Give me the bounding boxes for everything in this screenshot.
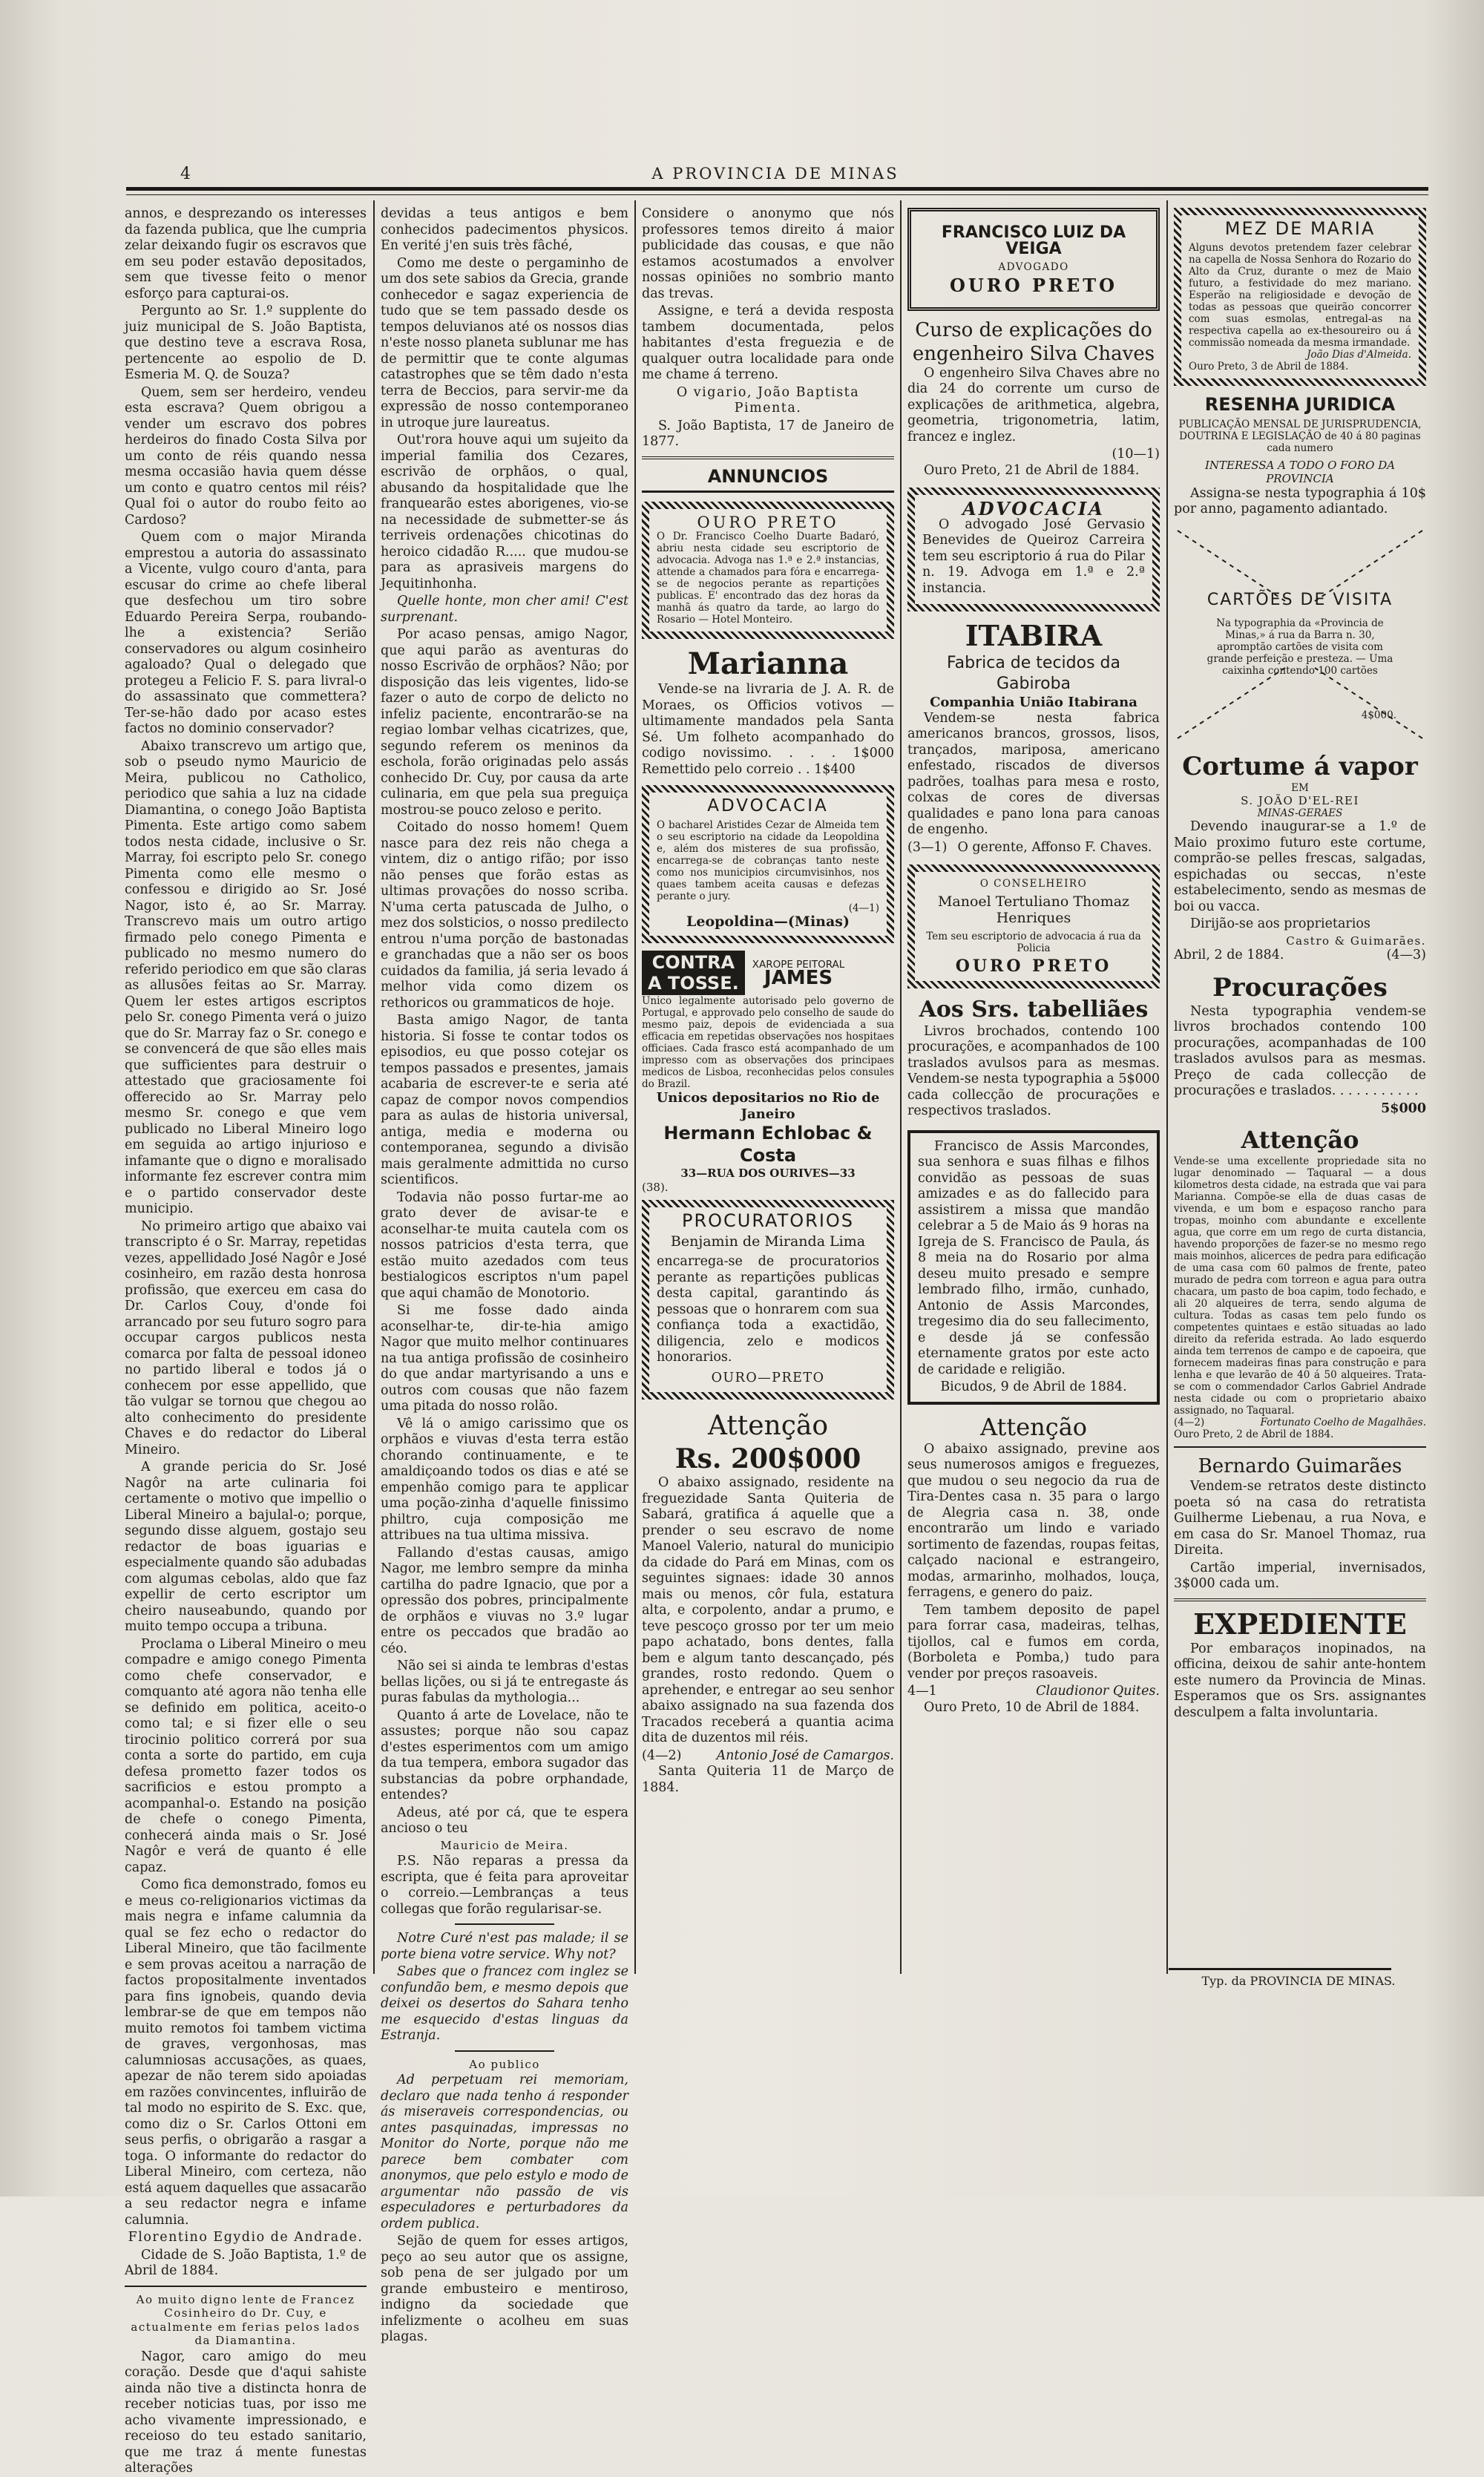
ad-depositarios: Unicos depositarios no Rio de Janeiro	[656, 1090, 880, 1122]
article-paragraph: Quem, sem ser herdeiro, vendeu esta escrava? Quem obrigou a vender um escravo dos pobres herdeiros do finado Costa Silva por um conto de réis quando nessa mesma occasião havia quem désse um conto e quatro centos mil réis? Qual foi o autor do roubo feito ao Cardoso?	[125, 384, 367, 528]
contra-tosse-block	[642, 951, 745, 995]
ad-text: Devendo inaugurar-se a 1.º de Maio proximo futuro este cortume, comprão-se pelles frescas, salgadas, espichadas ou seccas, n'este estabelecimento, sendo as mesmas de boi ou vacca.	[1174, 819, 1426, 914]
ad-francisco-luiz-da-veiga	[907, 208, 1160, 311]
ad-number: (4—1)	[848, 902, 879, 914]
ad-ouro-preto-badaro	[642, 502, 894, 640]
ad-text: Tem tambem deposito de papel para forrar casa, madeiras, telhas, tijollos, cal e fumos em corda, (Borboleta e Pomba,) tudo para vender por preços rasoaveis.	[907, 1602, 1160, 1682]
column-5	[1174, 206, 1426, 1972]
ad-place: S. JOÃO D'EL-REI	[1241, 793, 1359, 807]
ad-text: O Dr. Francisco Coelho Duarte Badaró, abriu nesta cidade seu escriptorio de advocacia. Advoga nas 1.ª e 2.ª instancias, attende a chamados para fóra e encarrega-se de negocios perante as repartições publicas. E' encontrado das dez horas da manhã ás quatro da tarde, ao largo do Rosario — Hotel Monteiro.	[657, 531, 879, 626]
article-paragraph: Sabes que o francez com inglez se confundão bem, e mesmo depois que deixei os desertos do Sahara tenho me esquecido d'estas linguas da Estranja.	[381, 1964, 628, 2043]
ad-place: OURO—PRETO	[711, 1370, 825, 1385]
dateline: Santa Quiteria 11 de Março de 1884.	[642, 1764, 894, 1795]
ad-footer	[1174, 948, 1426, 964]
dateline: S. João Baptista, 17 de Janeiro de 1877.	[642, 418, 894, 449]
divider	[1174, 1598, 1426, 1601]
ad-title-procuracoes: Procurações	[1212, 972, 1388, 1003]
ad-text: Na typographia da «Provincia de Minas,» á rua da Barra n. 30, apromptão cartões de visita com grande perfeição e presteza. — Uma caixinha contendo 100 cartões	[1206, 617, 1393, 677]
ad-text: Francisco de Assis Marcondes, sua senhora e suas filhas e filhos convidão as pessoas de suas amizades e as do fallecido para assistirem a missa que mandão celebrar a 5 de Maio ás 9 horas na Igreja de S. Francisco de Paula, ás 8 meia na do Rosario por alma deseu muito presado e sempre lembrado filho, irmão, cunhado, Antonio de Assis Marcondes, tregesimo dia do seu fallecimento, e desde já se confessão eternamente gratos por este acto de caridade e religião.	[918, 1138, 1149, 1377]
ad-text: Vende-se na livraria de J. A. R. de Moraes, os Officios votivos — ultimamente mandados pela Santa Sé. Um folheto acompanhado do codigo novissimo. . . . 1$000 Remettido pelo correio . . 1$400	[642, 682, 894, 777]
ad-subtitle: EM	[1291, 781, 1309, 794]
ad-footer	[642, 1748, 894, 1765]
dateline: Ouro Preto, 21 de Abril de 1884.	[924, 462, 1140, 478]
article-paragraph: P.S. Não reparas a pressa da escripta, que é feita para aproveitar o correio.—Lembranças a teus collegas que forão regularisar-se.	[381, 1854, 628, 1917]
ad-title-attencao: Attenção	[979, 1412, 1088, 1441]
ad-title-cortume: Cortume á vapor	[1182, 751, 1418, 781]
ad-text: Dirijão-se aos proprietarios	[1190, 916, 1370, 931]
ad-title-resenha: RESENHA JURIDICA	[1204, 393, 1396, 415]
ad-footer	[907, 840, 1160, 856]
ad-note: INTERESSA A TODO O FORO DA PROVINCIA	[1204, 458, 1396, 485]
ad-text: Vendem-se retratos deste distincto poeta só na casa do retratista Guilherme Liebenau, a rua Nova, e em casa do Sr. Manoel Thomaz, rua Direita.	[1174, 1479, 1426, 1558]
ad-advocacia-gervasio	[907, 488, 1160, 611]
ad-title: OURO PRETO	[697, 513, 839, 531]
article-heading: Ao publico	[469, 2057, 540, 2071]
ad-number: (4—3)	[1386, 948, 1426, 962]
column-4	[907, 206, 1160, 1972]
ad-signature: Fortunato Coelho de Magalhães.	[1260, 1417, 1426, 1428]
tosse-label: A TOSSE.	[648, 973, 739, 994]
column-separator	[373, 200, 375, 1974]
signature: O vigario, João Baptista Pimenta.	[676, 384, 860, 416]
signature: Mauricio de Meira.	[440, 1838, 569, 1852]
article-paragraph: Considere o anonymo que nós professores temos direito á maior publicidade das cousas, e que não estamos acostumados a envolver nossas opiniões no sombrio manto das trevas.	[642, 206, 894, 301]
ad-title: CARTÕES DE VISITA	[1206, 590, 1393, 609]
article-paragraph: Out'rora houve aqui um sujeito da imperial familia dos Cezares, escrivão de orphãos, o qual, abusando da hospitalidade que lhe franquearão estes aborigenes, vio-se na necessidade de submetter-se ás terriveis ordenações chicotinas do heroico cidadão R..... que mudou-se para as aprasiveis margens do Jequitinhonha.	[381, 433, 628, 591]
ad-place: Leopoldina—(Minas)	[686, 913, 850, 930]
ad-title: MEZ DE MARIA	[1224, 218, 1376, 239]
ad-footer	[1174, 1417, 1426, 1428]
column-separator	[1166, 200, 1168, 1974]
ad-reward: Rs. 200$000	[674, 1443, 861, 1474]
ad-signature: Claudionor Quites.	[1036, 1684, 1160, 1699]
ad-title-tabelliaes: Aos Srs. tabelliães	[919, 996, 1149, 1023]
article-paragraph: Pergunto ao Sr. 1.º supplente do juiz municipal de S. João Baptista, que destino teve a escrava Rosa, pertencente ao espolio de D. Esmeria M. Q. de Souza?	[125, 304, 367, 382]
column-separator	[634, 200, 636, 1974]
ad-title-attencao: Attenção	[707, 1411, 829, 1441]
header-rule	[126, 187, 1428, 191]
ad-text: O abaixo assignado, residente na freguezidade Santa Quiteria de Sabará, gratifica á aquelle que a prender o seu escravo de nome Manoel Valerio, natural do municipio da cidade do Pará em Minas, com os seguintes signaes: idade 30 annos mais ou menos, côr fula, estatura alta, e corpolento, andar a prumo, e teve pescoço grosso por ter um meio papo achatado, bons dentes, falla bem e algum tanto descançado, pés grandes, rosto redondo. Quem o aprehender, e entregar ao seu senhor abaixo assignado na sua fazenda dos Tracados receberá a quantia acima dita de duzentos mil réis.	[642, 1475, 894, 1745]
divider	[455, 1923, 554, 1925]
ad-text: Vende-se uma excellente propriedade sita no lugar denominado — Taquaral — a dous kilometros desta cidade, na estrada que vai para Marianna. Compõe-se ella de duas casas de vivenda, e um bom e espaçoso rancho para tropas, moinho com abundante e excellente agua, que corre em um rego de curta distancia, havendo proporções de fazer-se no mesmo rego mais moinhos, alicerces de pedra para edificação de uma casa com 60 palmos de frente, pateo murado de pedra com torreon e agua para outra chacara, um pasto de boa capim, todo fechado, e ali 20 alqueires de terra, sendo alguma de cultura. Todas as casas tem pelo fundo os competentes quintaes e estão situadas ao lado direito da referida estrada. Ao lado esquerdo ainda tem terrenos de campo e de capoeira, que fornecem madeiras finas para construção e para lenha e que levarão de 40 á 50 alqueires. Trata-se com o commendador Carlos Gabriel Andrade nesta cidade ou com o proprietario abaixo assignado, no Taquaral.	[1174, 1155, 1426, 1417]
expediente-text: Por embaraços inopinados, na officina, deixou de sahir ante-hontem este numero da Provincia de Minas. Esperamos que os Srs. assignantes desculpem a falta involuntaria.	[1174, 1641, 1426, 1720]
ad-title-bernardo: Bernardo Guimarães	[1198, 1455, 1402, 1477]
divider	[642, 456, 894, 459]
ad-text: Unico legalmente autorisado pelo governo de Portugal, e approvado pelo conselho de saude do mesmo paiz, depois de evidenciada a sua efficacia em repetidas observações nos hospitaes officiaes. Cada frasco está acompanhado de um impresso com as observações dos principaes medicos de Lisboa, reconhecidas pelos consules do Brazil.	[642, 995, 894, 1090]
ad-text: Alguns devotos pretendem fazer celebrar na capella de Nossa Senhora do Rozario do Alto da Cruz, durante o mez de Maio futuro, a festividade do mez mariano. Esperão na religiosidade e devoção de todas as pessoas que queirão concorrer com suas esmolas, entregal-as na respectiva capella ao ex-thesoureiro ou á commissão nomeada da mesma irmandade.	[1189, 241, 1411, 349]
ad-contra-tosse-header	[642, 951, 894, 995]
article-paragraph: Ad perpetuam rei memoriam, declaro que nada tenho á responder ás miseraveis correspondencias, ou antes pasquinadas, impressas no Monitor do Norte, porque não me parece bem combater com anonymos, que pelo estylo e modo de argumentar não passão de vis especuladores e perturbadores da ordem publica.	[381, 2073, 628, 2231]
dateline: Bicudos, 9 de Abril de 1884.	[940, 1379, 1127, 1394]
ad-cartoes-de-visita	[1174, 527, 1426, 742]
ad-number: (10—1)	[1112, 447, 1160, 462]
ad-title: ADVOCACIA	[707, 796, 829, 816]
ad-title-marianna: Marianna	[687, 646, 849, 681]
article-paragraph: Proclama o Liberal Mineiro o meu compadre e amigo conego Pimenta como chefe conservador, e comquanto até agora não tenha elle se definido em politica, aceito-o como tal; e si fizer elle o seu tirocinio politico correrá por sua conta a sorte do partido, em cuja defesa prometto fazer todos os sacrificios e estou prompto a acompanhal-o. Estando na posição de chefe o conego Pimenta, conhecerá ainda mais o Sr. José Nagôr e verá de quanto é elle capaz.	[125, 1636, 367, 1875]
article-paragraph: Assigne, e terá a devida resposta tambem documentada, pelos habitantes d'esta freguezia e de qualquer outra localidade para onde me chame á terreno.	[642, 304, 894, 382]
ad-title-curso: Curso de explicações do engenheiro Silva Chaves	[912, 318, 1155, 365]
typography-credit: Typ. da PROVINCIA DE MINAS.	[1201, 1974, 1396, 1988]
header-rule-thin	[126, 194, 1428, 195]
article-paragraph: Sejão de quem for esses artigos, peço ao seu autor que os assigne, sob pena de ser julgado por um grande embusteiro e mentiroso, indigno da sociedade que infelizmente o acolheu em suas plagas.	[381, 2234, 628, 2344]
article-paragraph: Quem com o major Miranda emprestou a autoria do assassinato a Vicente, vulgo couro d'anta, para escusar do crime ao chefe liberal que desfechou um tiro sobre Eduardo Pereira Serpa, roubando-lhe a existencia? Serião conservadores ou algum cosinheiro agaloado? Qual o delegado que protegeu a Felicio F. S. para livral-o do assassinato que commettera? Ter-se-hão dado por acaso estes factos no dominio conservador?	[125, 530, 367, 736]
article-paragraph: Notre Curé n'est pas malade; il se porte biena votre service. Why not?	[381, 1931, 628, 1962]
dateline: Ouro Preto, 10 de Abril de 1884.	[924, 1699, 1140, 1715]
ad-text: Vendem-se nesta fabrica americanos brancos, grossos, lisos, trançados, mariposa, americano enfestado, riscados de diversos padrões, toalhas para mesa e rosto, colxas de cores de diversas qualidades e pano lona para canoas de engenho.	[907, 710, 1160, 837]
article-paragraph: Vê lá o amigo carissimo que os orphãos e viuvas d'esta terra estão chorando continuamente, e te amaldiçoando todos os dias e até se empenhão comigo para te applicar uma poção-zinha d'aquelle finissimo philtro, cuja composição me attribues na tua ultima missiva.	[381, 1416, 628, 1543]
ad-number: (38).	[642, 1180, 669, 1194]
expediente-title: EXPEDIENTE	[1193, 1607, 1407, 1641]
contra-label: CONTRA	[651, 952, 735, 973]
article-paragraph: Não sei si ainda te lembras d'estas bellas lições, ou si já te entregaste ás puras fabulas da mythologia...	[381, 1659, 628, 1705]
ad-conselheiro	[907, 865, 1160, 988]
xarope-label: XAROPE PEITORAL	[752, 959, 845, 971]
article-paragraph: Quanto á arte de Lovelace, não te assustes; porque não sou capaz d'estes esperimentos com um amigo da tua tempera, embora sugador das substancias da pobre orphandade, entendes?	[381, 1707, 628, 1802]
divider	[1174, 1446, 1426, 1448]
column-separator	[900, 200, 902, 1974]
article-paragraph: Como fica demonstrado, fomos eu e meus co-religionarios victimas da mais negra e infame calumnia da qual se fez echo o redactor do Liberal Mineiro, que tão facilmente e sem provas aceitou a narração de factos propositalmente inventados para fins ignobeis, quando devia lembrar-se de que em tempos não muito remotos foi tambem victima de graves, vergonhosas, mas calumniosas accusações, as quaes, apezar de não terem sido apoiadas em razões convincentes, influirão de tal modo no espirito de S. Exc. que, como diz o Sr. Carlos Ottoni em seus perfis, o obrigarão a rasgar a toga. O informante do redactor do Liberal Mineiro, com certeza, não está aquem daquelles que assacarão a seu redactor negra e infame calumnia.	[125, 1877, 367, 2228]
article-paragraph: Por acaso pensas, amigo Nagor, que aqui parão as aventuras do nosso Escrivão de orphãos? Não; por disposição das leis vigentes, lido-se fazer o auto de corpo de delicto no infeliz paciente, encontrarão-se na regiao lombar velhas cicatrizes, que, segundo referem os meninos da eschola, forão originadas pelo assás conhecido Dr. Cuy, por causa da arte culinaria, em que pela sua preguiça mostrou-se pouco zeloso e perito.	[381, 627, 628, 818]
ad-price: 4$000.	[1361, 709, 1396, 721]
article-paragraph: No primeiro artigo que abaixo vai transcripto é o Sr. Marray, repetidas vezes, appellidado José Nagôr e José cosinheiro, em razão desta honrosa profissão, que exerceu em casa do Dr. Carlos Couy, d'onde foi arrancado por seu futuro sogro para occupar cargos publicos nesta comarca por falta de pessoal idoneo no partido liberal e todos já o conhecem por esse appellido, que tão vulgar se tornou que chegou ao alto conhecimento do presidente Chaves e do redactor do Liberal Mineiro.	[125, 1218, 367, 1457]
ad-number: (4—2)	[642, 1748, 682, 1763]
article-heading: Ao muito digno lente de Francez Cosinheiro do Dr. Cuy, e actualmente em ferias pelos lados da Diamantina.	[131, 2292, 361, 2347]
ad-mez-de-maria	[1174, 208, 1426, 386]
ad-title: ADVOCACIA	[962, 498, 1105, 519]
ad-text: Tem seu escriptorio de advocacia á rua da Policia	[926, 931, 1141, 954]
ad-title-itabira: ITABIRA	[965, 619, 1103, 652]
article-paragraph: Todavia não posso furtar-me ao grato dever de avisar-te e aconselhar-te muita cautela com os nossos patricios d'esta terra, que estão muito azedados com teus bestialogicos escriptos n'um papel que aqui chamão de Monotorio.	[381, 1190, 628, 1301]
ad-price: 5$000	[1381, 1100, 1426, 1116]
ad-address: 33—RUA DOS OURIVES—33	[680, 1167, 856, 1180]
page-header	[122, 165, 1428, 186]
column-1	[125, 206, 367, 2476]
ad-title: PROCURATORIOS	[681, 1210, 855, 1231]
ad-text: O bacharel Aristides Cezar de Almeida tem o seu escriptorio na cidade da Leopoldina e, além dos misteres de sua profissão, encarrega-se de cobranças tanto neste como nos municipios circumvisinhos, nos quaes tambem aceita causas e defezas perante o jury.	[657, 818, 879, 902]
ad-text: encarrega-se de procuratorios perante as repartições publicas desta capital, garantindo ás pessoas que o honrarem com sua confiança toda a exactidão, diligencia, zelo e modicos honorarios.	[657, 1254, 879, 1365]
dateline: Abril, 2 de 1884.	[1174, 948, 1284, 962]
ad-signature: João Dias d'Almeida.	[1307, 348, 1411, 361]
ad-signature: Antonio José de Camargos.	[716, 1748, 894, 1763]
ad-text: Assigna-se nesta typographia á 10$ por anno, pagamento adiantado.	[1174, 485, 1426, 516]
dateline: Cidade de S. João Baptista, 1.º de Abril de 1884.	[125, 2247, 367, 2278]
ad-number: 4—1	[907, 1684, 937, 1699]
dateline: Ouro Preto, 3 de Abril de 1884.	[1189, 360, 1349, 373]
article-paragraph: Fallando d'estas causas, amigo Nagor, me lembro sempre da minha cartilha do padre Ignacio, que por a opressão dos pobres, principalmente de orphãos e viuvas no 3.º lugar entre os peccados que bradão ao céo.	[381, 1545, 628, 1656]
ad-number: (4—2)	[1174, 1417, 1205, 1428]
ad-signature: O gerente, Affonso F. Chaves.	[957, 839, 1152, 855]
ad-text: Cartão imperial, invernisados, 3$000 cada um.	[1174, 1560, 1426, 1591]
ad-place: OURO PRETO	[955, 957, 1112, 976]
ad-hermann: Hermann Echlobac & Costa	[663, 1123, 873, 1166]
column-2	[381, 206, 628, 2344]
article-paragraph: annos, e desprezando os interesses da fazenda publica, que lhe cumpria zelar deixando fugir os escravos que em seu poder estavão depositados, sem que tivesse feito o menor esforço para capturai-os.	[125, 206, 367, 301]
divider	[455, 2050, 554, 2052]
article-paragraph: Adeus, até por cá, que te espera ancioso o teu	[381, 1805, 628, 1836]
ad-title: O CONSELHEIRO	[979, 878, 1088, 890]
ad-subtitle: PUBLICAÇÃO MENSAL DE JURISPRUDENCIA, DOUTRINA E LEGISLAÇÃO de 40 á 80 paginas cada numero	[1178, 418, 1422, 454]
ad-text: O advogado José Gervasio Benevides de Queiroz Carreira tem seu escriptorio á rua do Pilar n. 19. Advoga em 1.ª e 2.ª instancia.	[922, 516, 1145, 596]
ad-place: OURO PRETO	[949, 275, 1118, 296]
xarope-block	[752, 959, 845, 990]
ad-text: O engenheiro Silva Chaves abre no dia 24 do corrente um curso de explicações de arithmetica, algebra, geometria, trigonometria, latim, francez e inglez.	[907, 365, 1160, 444]
annuncios-heading: ANNUNCIOS	[642, 465, 894, 493]
article-paragraph: Basta amigo Nagor, de tanta historia. Si fosse te contar todos os episodios, eu que posso cotejar os tempos passados e presentes, jamais acabaria de escrever-te e seria até capaz de compor novos compendios para as aulas de historia universal, antiga, media e moderna ou contemporanea, segundo a divisão mais geralmente admittida no curso scientificos.	[381, 1013, 628, 1187]
ad-procuratorios	[642, 1200, 894, 1400]
article-paragraph: Si me fosse dado ainda aconselhar-te, dir-te-hia amigo Nagor que muito melhor continuares na tua antiga profissão de cosinheiro do que andar martyrisando a uns e outros com cousas que não fazem uma pitada do nosso rolão.	[381, 1303, 628, 1414]
ad-name: Manoel Tertuliano Thomaz Henriques	[937, 893, 1130, 926]
ad-text: Nesta typographia vendem-se livros brochados contendo 100 procurações, acompanhadas de 100 traslados avulsos para as mesmas. Preço de cada collecção de procurações e traslados. . . . . . . . . . .	[1174, 1003, 1426, 1098]
ad-number: (3—1)	[907, 839, 948, 855]
james-label: JAMES	[764, 967, 833, 990]
page-number: 4	[180, 165, 191, 183]
article-paragraph: A grande pericia do Sr. José Nagôr na arte culinaria foi certamente o motivo que impellio o Liberal Mineiro a bajulal-o; porque, segundo disse alguem, gostajo seu redactor de boas iguarias e especialmente quando são adubadas com algumas cebolas, aldo que faz expellir de certo escriptor um cheiro nauseabundo, quando por muito tempo occupa a tribuna.	[125, 1460, 367, 1634]
newspaper-title: A PROVINCIA DE MINAS	[651, 165, 899, 183]
article-paragraph: Abaixo transcrevo um artigo que, sob o pseudo nymo Mauricio de Meira, publicou no Catholico, periodico que sahia a luz na cidade Diamantina, o conego João Baptista Pimenta. Este artigo como sabem todos nesta cidade, inclusive o Sr. Marray, foi escripto pelo Sr. conego Pimenta como elle mesmo o confessou e dirigido ao Sr. José Nagor, isto é, ao Sr. Marray. Transcrevo mais um outro artigo firmado pelo conego Pimenta e publicado no mesmo numero do referido periodico em que são claras as allusões feitas ao Sr. Marray. Quem ler estes artigos escriptos pelo Sr. conego Pimenta verá o juizo que do Sr. Marray faz o Sr. conego e se convencerá de que são elles mais que sufficientes para destruir o attestado que graciosamente foi offerecido ao Sr. Marray pelo mesmo Sr. conego e que vem publicado no Liberal Mineiro logo em seguida ao artigo injurioso e infamante que o digno e moralisado informante fez escrever contra mim e o partido conservador deste municipio.	[125, 738, 367, 1216]
column-3	[642, 206, 894, 1972]
footer-rule	[1169, 1968, 1391, 1970]
ad-advocacia-leopoldina	[642, 785, 894, 943]
ad-state: MINAS-GERAES	[1257, 807, 1343, 819]
divider	[125, 2286, 367, 2287]
article-paragraph: Coitado do nosso homem! Quem nasce para dez reis não chega a vintem, diz o antigo rifão; por isso não penses que forão estas as ultimas provações do nosso scriba. N'uma certa patuscada de Julho, o mez dos solsticios, o nosso predilecto entrou n'uma porção de bastonadas e granchadas que a não ser os boos cuidados da familia, já seria levado á melhor vida como dizem os rethoricos ou grammaticos de hoje.	[381, 820, 628, 1011]
dateline: Ouro Preto, 2 de Abril de 1884.	[1174, 1428, 1334, 1440]
ad-role: ADVOGADO	[998, 261, 1069, 273]
signature: Florentino Egydio de Andrade.	[128, 2230, 364, 2245]
ad-text: O abaixo assignado, previne aos seus numerosos amigos e freguezes, que mudou o seu negocio da rua de Tira-Dentes casa n. 35 para o largo de Alegria casa n. 38, onde encontrarão um lindo e variado sortimento de fazendas, roupas feitas, calçado nacional e estrangeiro, modas, armarinho, molhados, louça, ferragens, e genero do paiz.	[907, 1441, 1160, 1600]
ad-name: Benjamin de Miranda Lima	[670, 1233, 866, 1250]
ad-name: FRANCISCO LUIZ DA VEIGA	[941, 223, 1126, 258]
ad-title-attencao: Attenção	[1241, 1126, 1359, 1154]
ad-text: Livros brochados, contendo 100 procurações, e acompanhados de 100 traslados avulsos para as mesmas. Vendem-se nesta typographia a 5$000 cada collecção de procurações e respectivos traslados.	[907, 1023, 1160, 1118]
ad-company: Companhia União Itabirana	[930, 695, 1137, 710]
ad-subtitle: Fabrica de tecidos da Gabiroba	[947, 654, 1120, 693]
ad-missa-marcondes	[907, 1130, 1160, 1405]
article-paragraph: Como me deste o pergaminho de um dos sete sabios da Grecia, grande conhecedor e sagaz experiencia de tudo que se tem passado desde os tempos deluvianos até os nossos dias n'este nosso planeta sublunar me has de permittir que te conte algumas catastrophes que se têm dado n'esta terra de Beccios, para servir-me da expressão de nosso contemporaneo in utroque jure laureatus.	[381, 255, 628, 430]
ad-footer	[907, 1684, 1160, 1700]
article-paragraph: devidas a teus antigos e bem conhecidos padecimentos physicos. En verité j'en suis très fâché,	[381, 206, 628, 253]
article-paragraph: Quelle honte, mon cher ami! C'est surprenant.	[381, 594, 628, 625]
article-paragraph: Nagor, caro amigo do meu coração. Desde que d'aqui sahiste ainda não tive a distincta honra de receber noticias tuas, por isso me acho vivamente impressionado, e receioso do teu estado sanitario, que me traz á mente funestas alterações	[125, 2349, 367, 2476]
ad-signature: Castro & Guimarães.	[1286, 934, 1426, 948]
